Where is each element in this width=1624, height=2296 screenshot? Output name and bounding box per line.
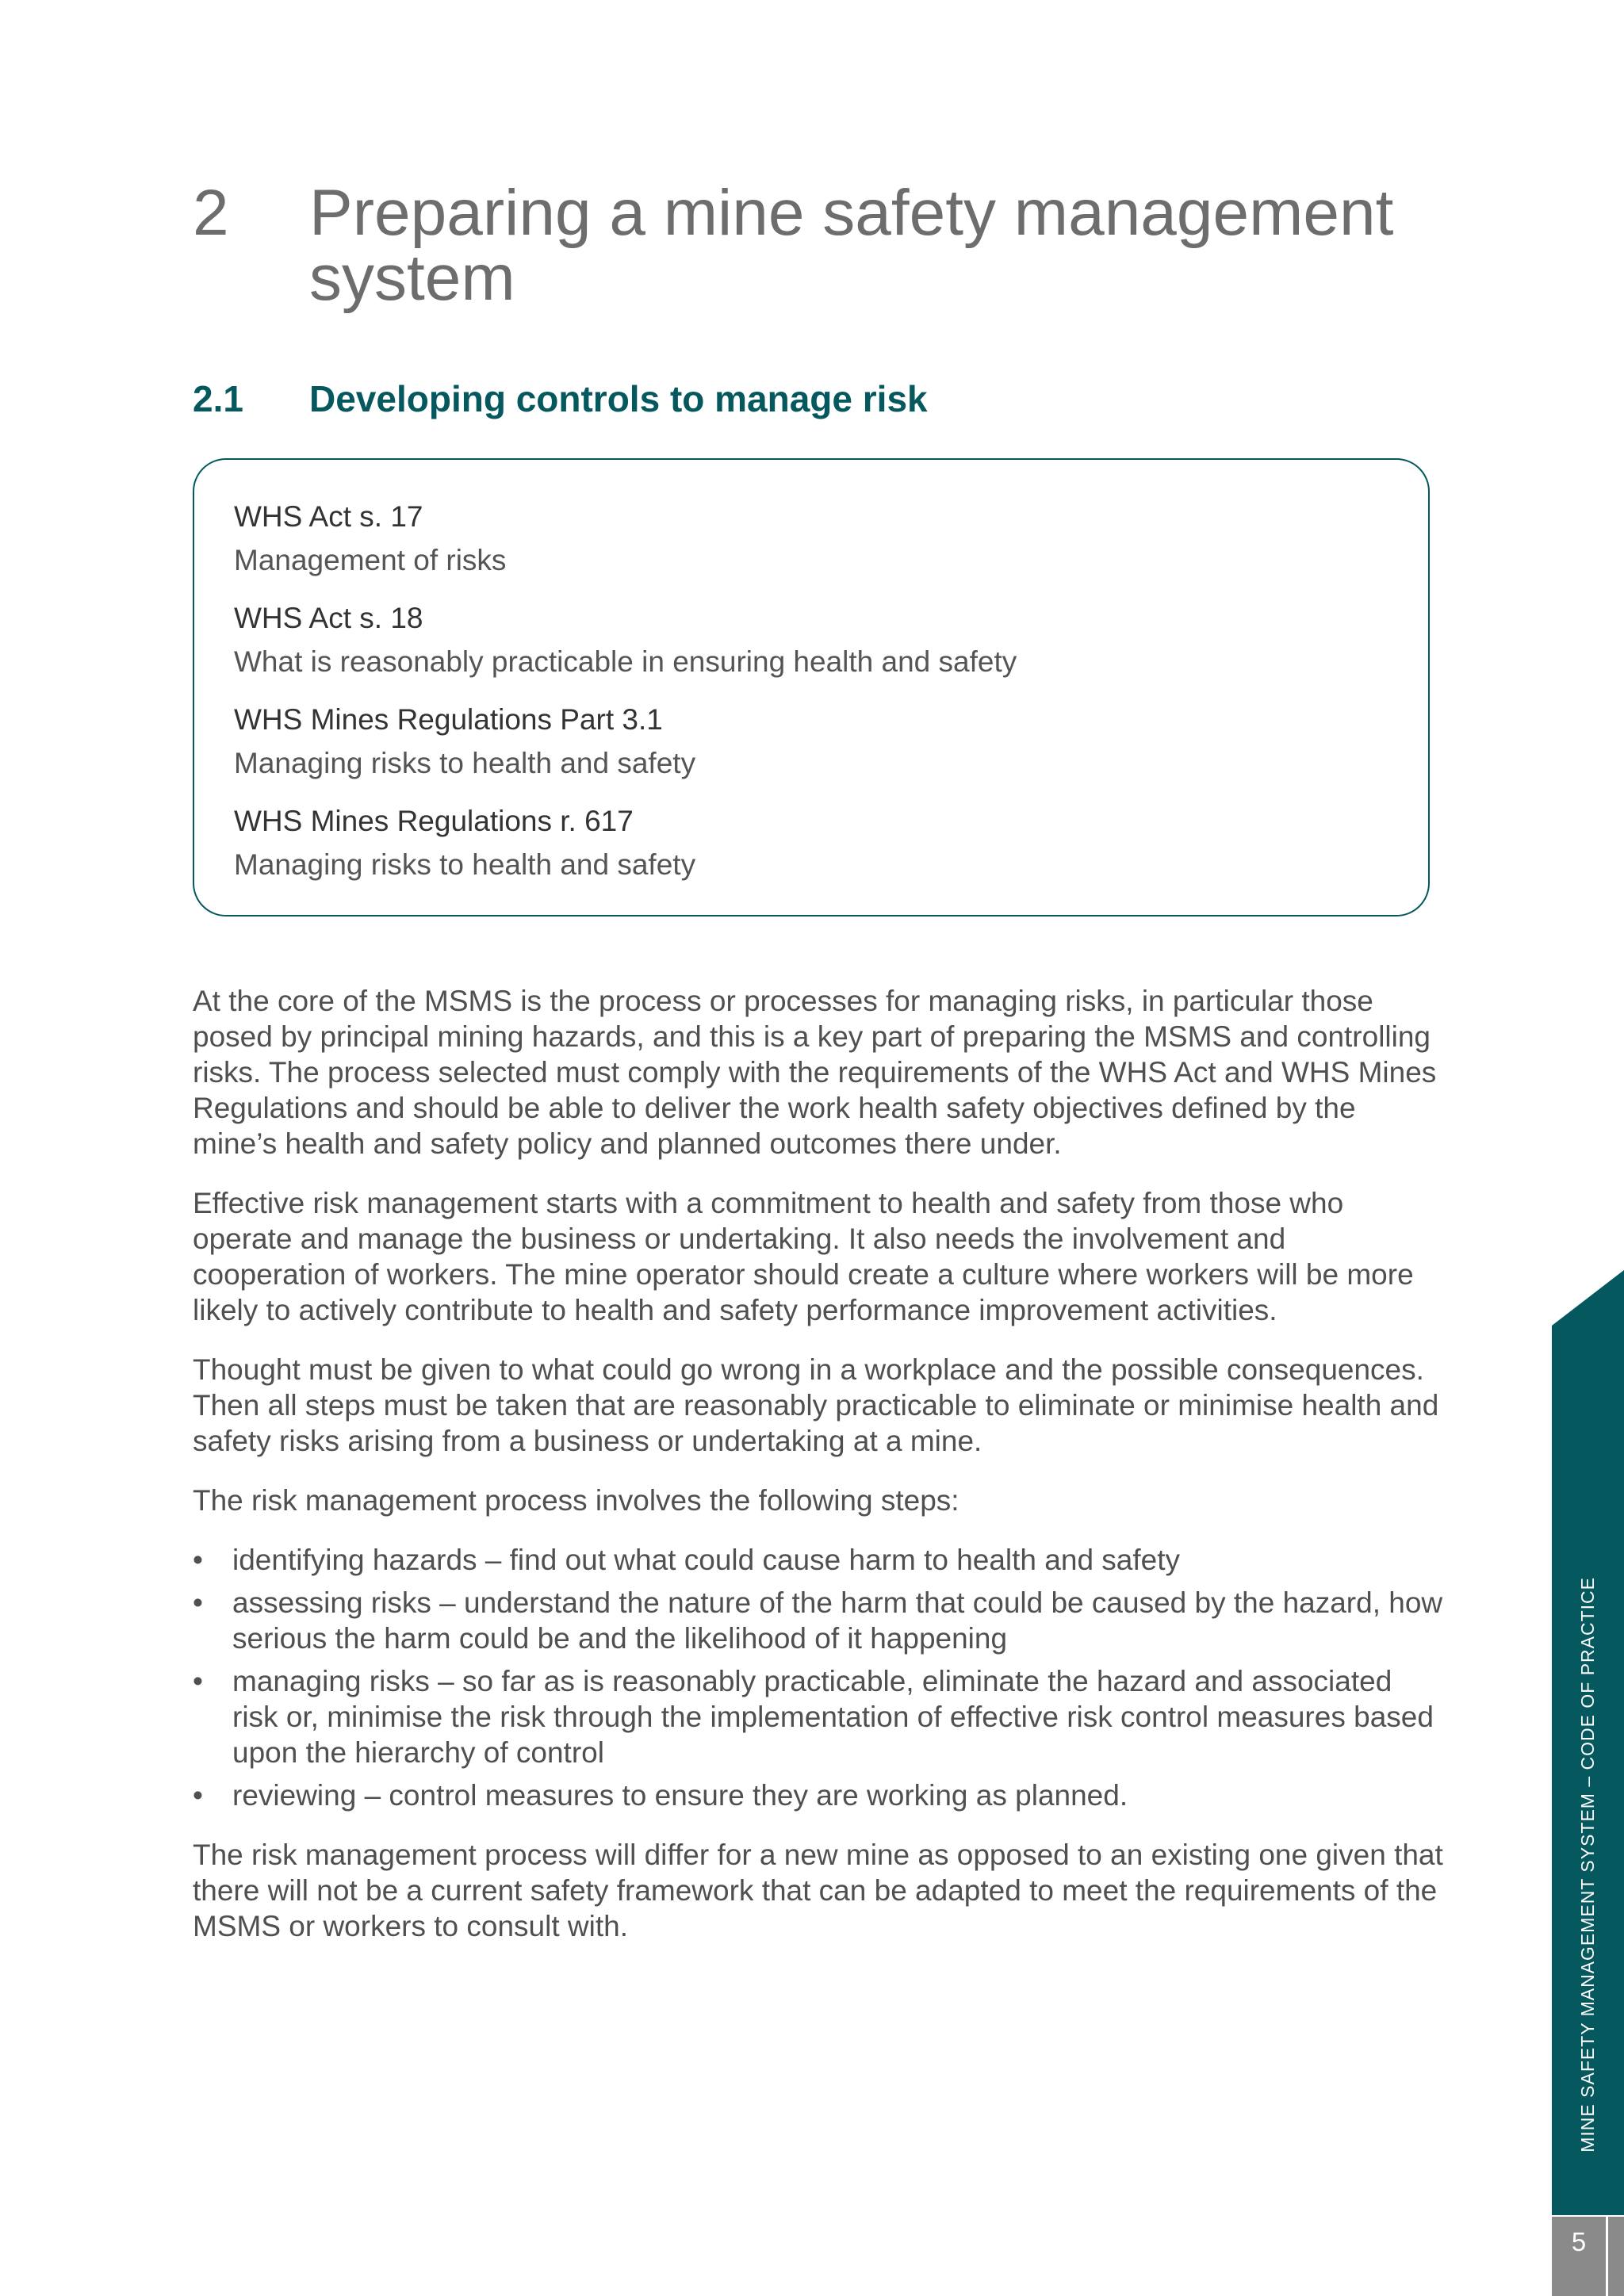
paragraph: At the core of the MSMS is the process or processes for managing risks, in particular those posed by principal mining hazards, and this is a key part of preparing the MSMS and controlling risks. The process selected must comply with the requirements of the WHS Act and WHS Mines Regulations and should be able to deliver the work health safety objectives defined by the mine’s health and safety policy and planned outcomes there under.	[193, 985, 1437, 1160]
list-item	[193, 1777, 1446, 1813]
legislation-description: Managing risks to health and safety	[234, 848, 696, 881]
chapter-heading	[193, 177, 1446, 314]
legislation-item	[234, 799, 1388, 886]
paragraph: The risk management process involves the following steps:	[193, 1484, 959, 1517]
paragraph: Thought must be given to what could go wrong in a workplace and the possible consequences. Then all steps must be taken that are reasonably practicable to eliminate or minimise health and safety risks arising from a business or undertaking at a mine.	[193, 1353, 1439, 1457]
steps-list	[193, 1542, 1446, 1813]
body-text	[193, 983, 1446, 1968]
section-title: Developing controls to manage risk	[309, 378, 928, 419]
legislation-reference: WHS Mines Regulations r. 617	[234, 805, 634, 837]
bullet-glyph: •	[193, 1665, 203, 1697]
list-item-text: identifying hazards – find out what could cause harm to health and safety	[232, 1544, 1181, 1576]
list-item-text: assessing risks – understand the nature of the harm that could be caused by the hazard, how serious the harm could be and the likelihood of it happening	[232, 1586, 1443, 1655]
document-title-vertical: MINE SAFETY MANAGEMENT SYSTEM – CODE OF PRACTICE	[1577, 1577, 1598, 2152]
bullet-glyph: •	[193, 1544, 203, 1576]
list-item	[193, 1663, 1446, 1770]
page-number: 5	[1571, 2227, 1587, 2256]
chapter-title: Preparing a mine safety management system	[309, 177, 1394, 314]
legislation-description: Management of risks	[234, 544, 507, 576]
legislation-item	[234, 596, 1388, 683]
legislation-item	[234, 698, 1388, 785]
section-number: 2.1	[193, 378, 243, 419]
paragraph: Effective risk management starts with a commitment to health and safety from those who operate and manage the business or undertaking. It also needs the involvement and cooperation of workers. The mine operator should create a culture where workers will be more likely to actively contribute to health and safety performance improvement activities.	[193, 1187, 1414, 1326]
side-tab-label	[1552, 1328, 1624, 2152]
page-number-strip	[1608, 2217, 1624, 2296]
paragraph: The risk management process will differ for a new mine as opposed to an existing one given that there will not be a current safety framework that can be adapted to meet the requirements of the MSMS or workers to consult with.	[193, 1839, 1443, 1942]
list-item	[193, 1585, 1446, 1656]
legislation-reference: WHS Act s. 18	[234, 602, 423, 634]
chapter-number: 2	[193, 177, 229, 249]
list-item-text: managing risks – so far as is reasonably practicable, eliminate the hazard and associated risk or, minimise the risk through the implementation of effective risk control measures based upon the hierarchy of control	[232, 1665, 1434, 1769]
bullet-glyph: •	[193, 1586, 203, 1619]
list-item	[193, 1542, 1446, 1578]
legislation-reference: WHS Act s. 17	[234, 500, 423, 533]
legislation-item	[234, 495, 1388, 582]
bullet-glyph: •	[193, 1779, 203, 1812]
legislation-description: What is reasonably practicable in ensuring health and safety	[234, 645, 1017, 678]
list-item-text: reviewing – control measures to ensure they are working as planned.	[232, 1779, 1128, 1812]
legislation-reference: WHS Mines Regulations Part 3.1	[234, 703, 663, 736]
legislation-description: Managing risks to health and safety	[234, 747, 696, 779]
section-heading	[193, 377, 928, 421]
legislation-box	[193, 458, 1430, 916]
